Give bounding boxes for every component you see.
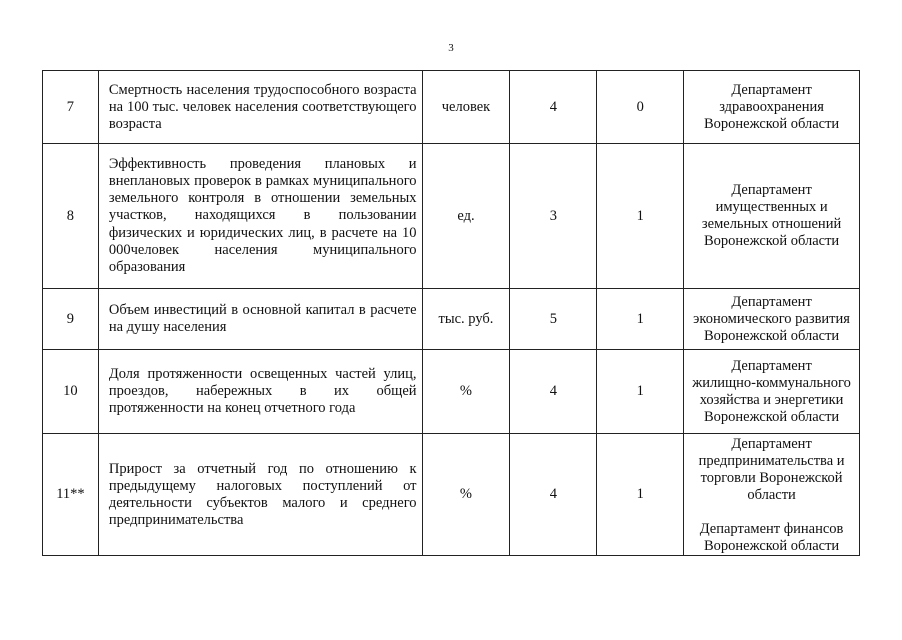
row-number: 11** <box>43 434 99 556</box>
value-cell: 1 <box>597 350 684 434</box>
department-line: области <box>747 487 796 503</box>
value-cell: 4 <box>510 434 597 556</box>
department-line: здравоохранения <box>719 98 824 115</box>
department-cell <box>684 289 860 350</box>
indicator-name: Смертность населения трудоспособного возраста на 100 тыс. человек населения соответствующего возраста <box>98 71 422 144</box>
department-line: Департамент <box>731 436 812 452</box>
indicator-name: Доля протяженности освещенных частей улиц, проездов, набережных в их общей протяженности на конец отчетного года <box>98 350 422 434</box>
department-line: Воронежской области <box>703 115 840 132</box>
indicator-name: Прирост за отчетный год по отношению к предыдущему налоговых поступлений от деятельности субъектов малого и среднего предпринимательства <box>98 434 422 556</box>
page-number: 3 <box>448 42 454 54</box>
department-line: земельных отношений <box>701 216 842 232</box>
value-cell: 1 <box>597 144 684 289</box>
department-line: Воронежской области <box>703 327 840 344</box>
indicator-name: Объем инвестиций в основной капитал в расчете на душу населения <box>98 289 422 350</box>
value-cell: 4 <box>510 350 597 434</box>
unit-cell: % <box>422 350 510 434</box>
department-spacer <box>684 504 859 521</box>
table-row <box>43 144 860 289</box>
row-number: 9 <box>43 289 99 350</box>
row-number: 7 <box>43 71 99 144</box>
value-cell: 4 <box>510 71 597 144</box>
department-line: торговли Воронежской <box>700 470 843 486</box>
unit-cell: человек <box>422 71 510 144</box>
value-cell: 1 <box>597 434 684 556</box>
table-row <box>43 350 860 434</box>
table-row <box>43 71 860 144</box>
indicators-table <box>42 70 860 556</box>
department-cell <box>684 144 860 289</box>
department-cell <box>684 434 860 556</box>
value-cell: 0 <box>597 71 684 144</box>
row-number: 8 <box>43 144 99 289</box>
department-cell <box>684 350 860 434</box>
department-line: Департамент <box>731 293 812 310</box>
department-line: Департамент финансов <box>699 521 844 537</box>
department-line: жилищно-коммунального <box>692 374 851 391</box>
department-line: Воронежской области <box>703 408 840 425</box>
unit-cell: тыс. руб. <box>422 289 510 350</box>
department-cell <box>684 71 860 144</box>
department-line: Воронежской области <box>703 233 840 249</box>
row-number: 10 <box>43 350 99 434</box>
department-line: Департамент <box>731 357 812 374</box>
department-line: хозяйства и энергетики <box>699 391 844 408</box>
department-line: предпринимательства и <box>698 453 845 469</box>
indicator-name: Эффективность проведения плановых и внеплановых проверок в рамках муниципального земельного контроля в отношении земельных участков, находящихся в пользовании физических и юридических лиц, в расчете на 10 000человек населения муниципального образования <box>98 144 422 289</box>
department-line: Воронежской области <box>703 538 840 554</box>
table-row <box>43 434 860 556</box>
department-line: Департамент <box>731 182 812 198</box>
table-row <box>43 289 860 350</box>
department-line: Департамент <box>731 81 812 98</box>
unit-cell: ед. <box>422 144 510 289</box>
unit-cell: % <box>422 434 510 556</box>
department-line: экономического развития <box>693 310 850 327</box>
value-cell: 3 <box>510 144 597 289</box>
value-cell: 1 <box>597 289 684 350</box>
value-cell: 5 <box>510 289 597 350</box>
department-line: имущественных и <box>715 199 828 215</box>
